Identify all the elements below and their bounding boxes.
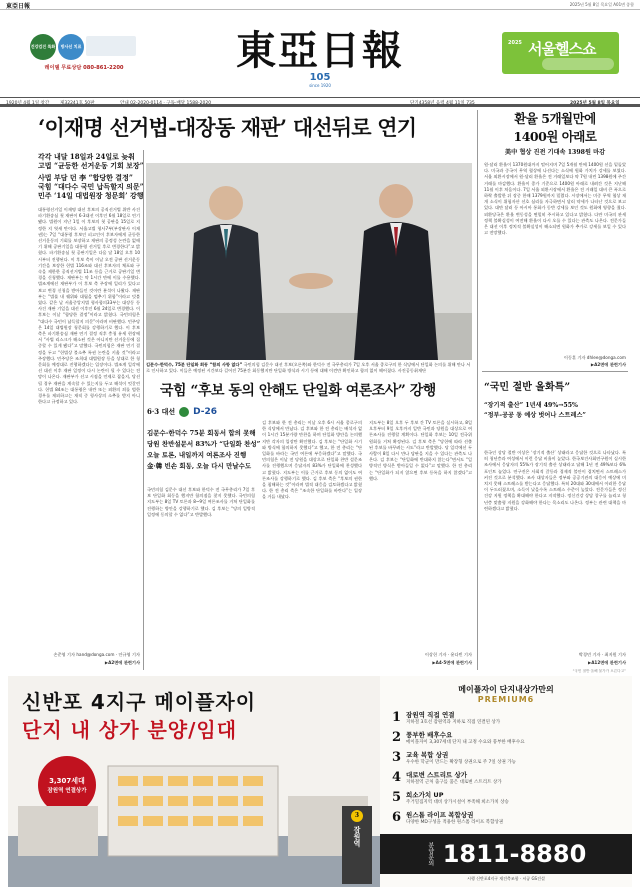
ad-footer: 시행 신반포4지구 재건축조합 · 시공 GS건설 <box>467 876 545 881</box>
bottom-ad-left <box>8 676 380 887</box>
main-byline: 손준영 기자 hand@donga.com · 안규영 기자 <box>53 652 140 657</box>
right-second-lead[interactable] <box>484 381 626 421</box>
ballot-icon <box>179 407 189 417</box>
second-body-col2: 김 후보와 한 전 총리는 이날 오후 6시 서울 종로구의 한 식당에서 만났다. 김 후보와 한 전 총리는 배석자 없이 1시간 15분가량 만찬을 하며 단일화 방안을 논의했지만 각자의 입장만 확인했다. 김 후보는 “단일화 시기와 방식에 합의하지 못했다”고 했고, 한 전 총리는 “단일화를 바라는 국민 여론에 부응하겠다”고 말했다. 국민의힘은 이날 전 당원을 대상으로 단일화 찬반 설문조사를 진행했으며 응답자의 83%가 단일화에 찬성했다고 밝혔다. 지도부는 이를 근거로 후보 동의 없이도 여론조사를 강행하기로 했다. 김 후보 측은 “후보의 권한을 침해하는 것”이라며 법적 대응을 검토하겠다고 밝혔다. 한 전 총리 측은 “조속한 단일화를 바란다”는 입장을 거듭 내놨다. <box>262 420 362 500</box>
top-page-info: 2025년 5월 8일 목요일 A01면 종합 <box>569 2 634 7</box>
main-subhead: 고법 “균등한 선거운동 기회 보장” <box>38 161 144 170</box>
ad-title-2: 단지 내 상가 분양/임대 <box>22 718 238 742</box>
masthead-title: 東亞日報 <box>236 27 404 74</box>
right-related[interactable]: ▶A2면에 관련기사 <box>590 362 626 367</box>
premium-list <box>392 710 624 830</box>
ad-phone-bar[interactable] <box>380 834 632 874</box>
ad-badge-line-1: 3,307세대 <box>49 777 85 785</box>
top-paper-name: 東亞日報 <box>6 3 31 10</box>
ad-left-image <box>86 36 136 56</box>
photo-caption-text: 국민의힘 김문수 대선 후보(오른쪽)와 한덕수 전 국무총리가 7일 오후 서울 종로구의 한 식당에서 단일화 논의를 위해 만나 서로 인사하고 있다. 이들은 예정된 시간보다 길어진 75분간 회동했지만 단일화 방식과 시기 등에 대해 이견만 확인하고 합의 없이 헤어졌다. <box>146 362 471 373</box>
main-subhead: 국힘 “대다수 국민 납득할지 의문” <box>38 182 144 191</box>
station-line-number: 3 <box>351 810 363 822</box>
ad-badge-line-2: 잠원역 연결상가 <box>47 788 87 794</box>
second-byline: 이상헌 기자 · 윤다빈 기자 <box>424 652 472 657</box>
ad-right-banner <box>542 58 614 70</box>
dday-badge <box>147 405 247 419</box>
ad-phone-number: 1811-8880 <box>442 840 587 868</box>
right-headline-1: 환율 5개월만에 <box>514 111 596 126</box>
bottom-ad-right <box>380 676 632 887</box>
right-second-body: 한국인 상당 절반 이상은 ‘장기적 출산’ 상태라고 응답한 것으로 나타났다. 특히 청년층과 여성에서 이런 응답 비율이 높았다. 한국보건사회연구원이 실시한 조사에서 응답자의 55%가 장기적 출산 상태라고 답해 1년 전 49%보다 6%포인트 늘었다. 연구진은 사회적 갈등과 경제적 불안이 겹치면서 스트레스가 커진 것으로 분석했다. 조사 대상자들은 정부와 공공기관의 대응이 예상에 미치지 못해 스트레스를 받는다고 응답했다. 특히 20대와 30대에서 이러한 응답이 두드러졌으며, 소득이 낮을수록 스트레스 수준이 높았다. 전문가들은 정신건강 지원 정책을 확대해야 한다고 지적했다. 정신건강 상담 창구를 늘리고 청년층 맞춤형 지원을 강화해야 한다는 목소리도 나온다. 정부는 관련 대책을 마련하겠다고 밝혔다. <box>484 450 626 511</box>
dday-count: D-26 <box>193 407 218 417</box>
dday-label: 6·3 대선 <box>147 407 176 416</box>
main-subhead: 사법 부담 던 李 “합당한 결정” <box>38 173 133 182</box>
photo-illustration <box>146 163 472 360</box>
photo-credit: 사진공동취재단 <box>397 367 427 373</box>
second-subhead: 김문수-한덕수 75분 회동서 합의 못해 <box>147 429 256 437</box>
premium-item-num: 6 <box>392 810 402 825</box>
premium-item-title: 풍부한 배후수요 <box>406 731 453 739</box>
premium-item <box>392 770 624 790</box>
main-subheads <box>38 152 144 200</box>
ad-title-1: 신반포 4지구 메이플자이 <box>22 690 257 714</box>
premium-item-num: 3 <box>392 750 402 765</box>
right-headline-2: 1400원 아래로 <box>513 129 597 144</box>
main-photo <box>146 163 472 360</box>
right-second-byline: 박경민 기자 · 최지원 기자 <box>578 652 626 657</box>
column-rule <box>477 110 478 670</box>
phone-info: 안내 02-2020-0114 · 구독·배달 1588-2020 <box>120 101 212 106</box>
section-rule <box>482 371 628 372</box>
premium-item-num: 1 <box>392 710 402 725</box>
ad-right-title: 서울헬스쇼 <box>528 40 596 58</box>
photo-caption <box>146 362 472 373</box>
premium-item-desc: 주거밀집지역 대비 상가시설이 부족해 희소가치 상승 <box>406 800 509 805</box>
main-related[interactable]: ▶A2면에 관련기사 <box>104 660 140 665</box>
bottom-ad[interactable] <box>8 676 632 887</box>
right-body: 원-달러 환율이 1370원대까지 떨어지며 7일 5개월 만에 1400원 선을 밑돌았다. 미국과 중국이 무역 협상에 나선다는 소식에 원화 가치가 강세를 보였다. 서울 외환시장에서 원-달러 환율은 전 거래일보다 약 7원 내린 1398원에 주간 거래를 마감했다. 환율이 종가 기준으로 1400원 아래로 내려간 것은 지난해 11월 이후 처음이다. 7일 서울 외환시장에서 환율은 전 거래일 대비 큰 폭으로 하락 출발한 뒤 장중 한때 1379원까지 밀렸다. 시장에서는 미중 무역 협상 재개 소식이 위험자산 선호 심리를 자극하면서 달러 약세가 나타난 것으로 보고 있다. 대만 달러 등 아시아 통화가 동반 강세를 보인 것도 원화에 영향을 줬다. 외환당국은 환율 변동성을 면밀히 주시하고 있다고 밝혔다. 다만 미국의 관세 정책 불확실성이 여전해 환율이 다시 오를 수 있다는 관측도 나온다. 전문가들은 대선 이후 정치적 불확실성이 해소되면 원화가 추가로 강세를 보일 수 있다고 전망했다. <box>484 162 626 236</box>
premium-item-num: 2 <box>392 730 402 745</box>
main-subhead: 각각 내달 18일과 24일로 늦춰 <box>38 152 135 161</box>
issue-date: 2025년 5월 8일 목요일 <box>570 101 620 106</box>
premium-item-desc: 지하철역 근처 출구를 품은 대로변 스트리트 상가 <box>406 780 502 785</box>
ad-right[interactable] <box>502 32 619 74</box>
second-related[interactable]: ▶A4·5면에 관련기사 <box>432 660 472 665</box>
main-subhead: 민주 ‘14일 대법원장 청문회’ 강행 <box>38 191 144 200</box>
right-lead[interactable] <box>490 110 620 158</box>
main-body: 대통령선거일 이재명 대선 후보의 공직선거법 위반 사건 파기환송심 첫 재판이 6·3대선 이후인 6월 18일로 연기됐다. 법원이 지난 1일 이 후보의 첫 공판을 15일로 지정한 지 엿새 만이다. 서울고법 형사7부(부장판사 이재권)는 7일 “대통령 후보인 피고인이 후보자에게 균등한 선거운동의 기회를 보장하고 재판의 공정성 논란을 없애기 위해 공판기일을 대통령 선거일 후로 변경한다”고 밝혔다. 파기환송심 첫 공판기일은 다음 달 18일 오후 10시부터 진행된다. 이 후보 측이 이날 오전 공판 선거운동 기간을 보장한 헌법 116조와 대선 후보자의 체포와 구속을 제한한 공직선거법 11조 등을 근거로 공판기일 변경을 신청했다. 재판부는 약 1시간 만에 이를 수용했다. 법조계에선 재판부가 이 후보 측 주장에 일리가 있다고 보고 변경 신청을 받아들인 것이란 분석이 나왔다. 재판부는 “법률 내 궤위와 대립을 멈추기 위함”이라고 덧붙였다. 같은 날 서울중앙지법 형사합의33부는 대장동 등 사건 재판 기일을 대선 이후인 6월 24일로 변경했다. 이 후보는 이날 “합당한 결정”이라고 밝혔다. 국민의힘은 “대다수 국민이 납득할지 의문”이라며 비판했다. 민주당은 14일 대법원장 청문회를 강행하기로 했다. 이 후보 측은 파기환송심 재판 연기 결정 직후 충청 유세 현장에서 “사법 리스크가 해소된 것은 아니지만 선거운동에 집중할 수 있게 됐다”고 말했다. 국민의힘은 재판 연기 결정을 두고 “헌법상 불소추 특권 논란을 키울 것”이라고 주장했다. 민주당은 조희대 대법원장 등을 상대로 한 청문회를 예정대로 진행하겠다는 입장이다. 법조계 일각에선 대선 이후 재판 일정이 다시 논란이 될 수 있다는 전망이 나온다. 재판부가 선고 시점을 언제로 잡을지, 당선될 경우 재판을 계속할 수 있는지를 두고 해석이 엇갈린다. 헌법 84조는 대통령은 내란 또는 외환의 죄를 범한 경우를 제외하고는 재직 중 형사상의 소추를 받지 아니한다고 규정하고 있다. <box>38 207 140 405</box>
right-subhead: 美中 협상 진전 기대속 1398원 마감 <box>504 149 606 156</box>
station-name: 잠원역 <box>353 826 362 847</box>
top-bar <box>0 0 640 10</box>
right-second-sub-a: “장기적 출산” 1년새 49%→55% <box>484 402 578 409</box>
photo-caption-lead: 김문수-한덕수, 75분 단일화 회동 “합의 사항 없다” <box>146 362 243 367</box>
second-subheads <box>147 428 261 472</box>
ad-phone-label: 분양문의 <box>426 842 434 866</box>
right-extra-note: “국민 절반 올해 물가가 오른다고” <box>572 669 626 673</box>
ad-left[interactable] <box>28 34 140 78</box>
premium-item-num: 5 <box>392 790 402 805</box>
premium-item-title: 대로변 스트리트 상가 <box>406 771 468 779</box>
ad-left-badge-1: 건강검진 특화 <box>30 34 56 60</box>
lunar-date: 단기4358년 음력 4월 11일 735 <box>410 101 475 106</box>
ad-right-year: 2025 <box>508 40 522 46</box>
second-headline[interactable]: 국힘 “후보 동의 안해도 단일화 여론조사” 강행 <box>160 383 436 399</box>
issue-number: 제32241호 50판 <box>60 101 95 106</box>
ad-left-phone: 레이델 무료상담 080-861-2200 <box>44 65 124 71</box>
premium-item-desc: 우수한 학군이 만드는 확장형 상권으로 주 7일 상권 가능 <box>406 760 516 765</box>
second-subhead: 당원 찬반설문서 83%가 “단일화 찬성” <box>147 440 261 448</box>
column-rule <box>143 150 144 670</box>
anniversary-number: 105 <box>309 72 331 83</box>
right-second-headline: “국민 절반 올화특” <box>484 382 571 393</box>
main-headline[interactable]: ‘이재명 선거법-대장동 재판’ 대선뒤로 연기 <box>38 115 417 140</box>
right-second-related[interactable]: ▶A12면에 관련기사 <box>587 660 626 665</box>
premium-title: 메이플자이 단지내상가만의 <box>458 685 554 694</box>
anniversary-since: since 1920 <box>309 83 331 88</box>
premium-item-title: 원스톱 라이프 복합상권 <box>406 811 474 819</box>
premium-item <box>392 730 624 750</box>
premium-item-desc: 메이플자이 3,307세대 단지 내 고정 수요와 풍부한 배후수요 <box>406 740 525 745</box>
right-second-sub-b: “정부-공공 동 예상 벗어나 스트레스” <box>484 412 586 419</box>
second-body-col1: 국민의힘 김문수 대선 후보와 한덕수 전 국무총리가 7일 후보 단일화 회동을 했지만 합의점을 찾지 못했다. 국민의힘 지도부는 8일 TV 토론과 8~9일 여론조사를 거쳐 단일화를 진행하는 방안을 강행하기로 했다. 김 후보는 “당의 일방적 일정에 동의할 수 없다”고 반발했다. <box>147 487 255 517</box>
second-subhead: 오늘 토론, 내일까지 여론조사 진행 <box>147 451 247 459</box>
station-sign <box>342 806 372 884</box>
second-subhead: 金·韓 빈손 회동, 오늘 다시 만날수도 <box>147 462 252 470</box>
founded: 1920년 4월 1일 창간 <box>6 101 50 106</box>
premium-item-title: 희소가치 UP <box>406 791 444 799</box>
premium-item <box>392 790 624 810</box>
ad-left-badge-2: 방사선 치료 <box>58 34 84 60</box>
masthead[interactable] <box>195 26 445 88</box>
info-strip <box>0 97 640 107</box>
right-byline: 이동훈 기자 dhlee@donga.com <box>563 355 626 360</box>
premium-sub: PREMIUM6 <box>477 695 535 704</box>
premium-item <box>392 750 624 770</box>
premium-item-title: 교육 복합 상권 <box>406 751 449 759</box>
second-body-col3: 지도부는 8일 오후 두 후보 간 TV 토론을 실시하고, 8일 오후부터 9일 오후까지 일반 국민과 당원을 대상으로 여론조사를 진행할 계획이다. 단일화 후보는 10일 전국위원회를 거쳐 확정된다. 김 후보 측은 “당헌에 따라 선출된 후보를 바꾸려는 시도”라고 반발했다. 당 일각에선 두 사람이 8일 다시 만나 담판을 지을 수 있다는 관측도 나온다. 김 후보는 “단일화에 반대하지 않는다”면서도 “일방적인 방식은 받아들일 수 없다”고 말했다. 한 전 총리는 “단일화가 되지 않으면 후보 등록을 하지 않겠다”고 했다. <box>369 420 472 481</box>
premium-item <box>392 810 624 830</box>
premium-item-desc: 다양한 MD구성을 적용한 원스톱 라이프 복합상권 <box>406 820 504 825</box>
premium-item <box>392 710 624 730</box>
premium-item-num: 4 <box>392 770 402 785</box>
premium-item-desc: 지하철 3호선 잠원역과 지하로 직접 연결된 상가 <box>406 720 501 725</box>
premium-item-title: 잠원역 직접 연결 <box>406 711 455 719</box>
ad-building-illustration <box>8 746 380 887</box>
